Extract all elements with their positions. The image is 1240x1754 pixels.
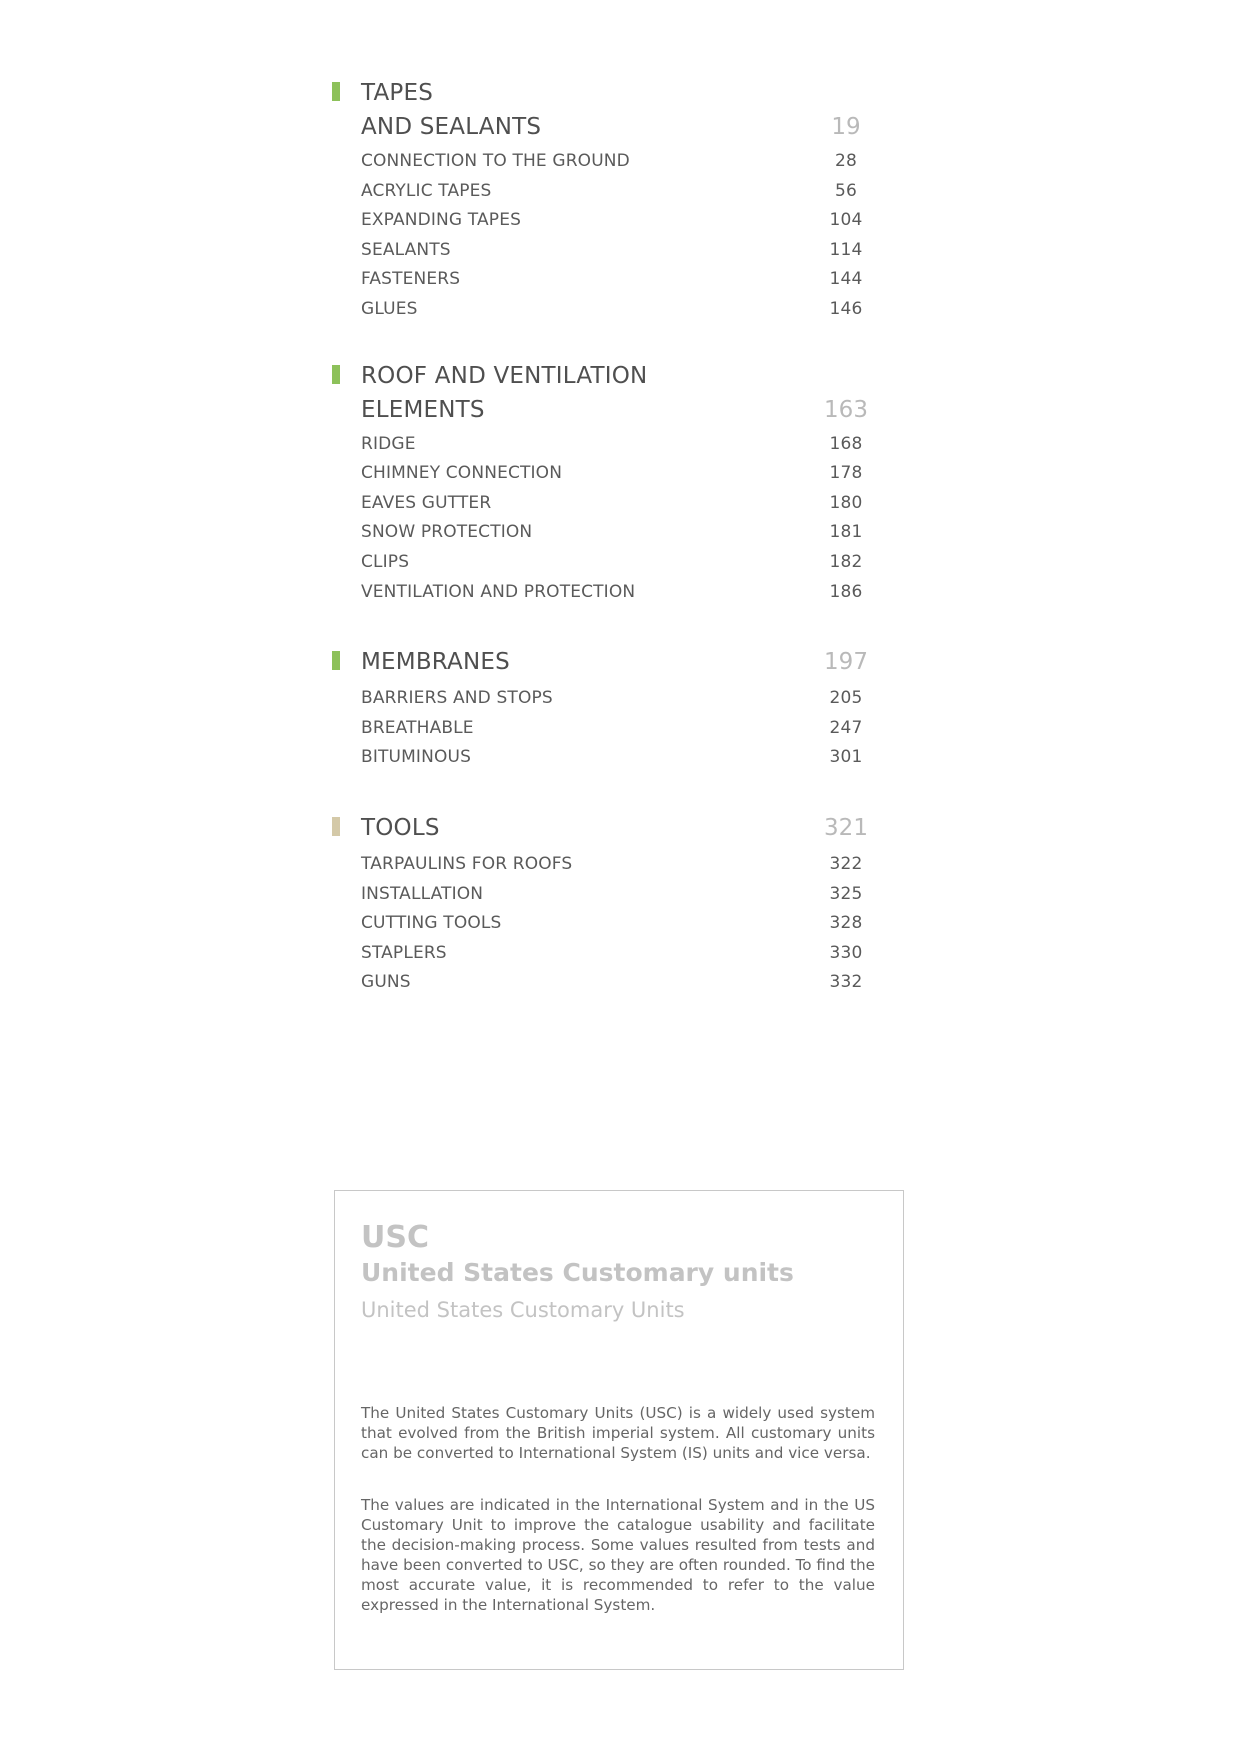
section-items — [334, 430, 876, 608]
toc-section-tools — [334, 811, 876, 998]
toc-item[interactable] — [334, 939, 876, 969]
toc-item[interactable] — [334, 236, 876, 266]
toc-item[interactable] — [334, 489, 876, 519]
item-label: BREATHABLE — [361, 717, 474, 738]
toc-item[interactable] — [334, 548, 876, 578]
section-marker — [332, 82, 340, 101]
item-label: CONNECTION TO THE GROUND — [361, 151, 630, 171]
section-items — [334, 684, 876, 773]
item-page-number: 146 — [829, 298, 863, 319]
item-label: FASTENERS — [361, 269, 461, 290]
usc-abbreviation: USC — [361, 1220, 429, 1255]
section-items — [334, 147, 876, 325]
table-of-contents — [334, 76, 876, 998]
item-label: BARRIERS AND STOPS — [361, 688, 553, 709]
section-page-number: 163 — [824, 396, 868, 423]
item-label: STAPLERS — [361, 942, 447, 963]
item-page-number: 332 — [829, 972, 863, 993]
toc-section-roof-and-ventilation-elements — [334, 359, 876, 608]
item-label: TARPAULINS FOR ROOFS — [361, 853, 573, 874]
item-page-number: 205 — [829, 688, 863, 709]
section-heading — [334, 645, 876, 679]
item-page-number: 178 — [829, 463, 863, 484]
toc-item[interactable] — [334, 147, 876, 177]
item-page-number: 181 — [829, 522, 863, 543]
toc-item[interactable] — [334, 578, 876, 608]
item-page-number: 104 — [829, 210, 863, 231]
toc-item[interactable] — [334, 206, 876, 236]
usc-info-box — [334, 1190, 904, 1670]
item-page-number: 301 — [829, 747, 863, 768]
section-title: ROOF AND VENTILATION ELEMENTS — [361, 362, 648, 423]
usc-subtitle: United States Customary Units — [361, 1298, 685, 1322]
toc-item[interactable] — [334, 684, 876, 714]
item-page-number: 56 — [835, 180, 857, 201]
item-page-number: 186 — [829, 581, 863, 602]
usc-paragraph: The United States Customary Units (USC) is a widely used system that evolved from the British imperial system. All customary units can be converted to International System (IS) units and vice versa. — [361, 1404, 875, 1462]
item-page-number: 28 — [835, 151, 857, 171]
item-label: ACRYLIC TAPES — [361, 180, 492, 201]
section-marker — [332, 365, 340, 384]
item-label: CHIMNEY CONNECTION — [361, 463, 563, 484]
item-label: VENTILATION AND PROTECTION — [361, 581, 636, 602]
item-label: EXPANDING TAPES — [361, 210, 522, 231]
section-title: MEMBRANES — [361, 649, 510, 676]
toc-item[interactable] — [334, 430, 876, 460]
section-items — [334, 850, 876, 998]
item-page-number: 247 — [829, 717, 863, 738]
item-page-number: 114 — [829, 239, 863, 260]
item-label: GLUES — [361, 298, 418, 319]
toc-item[interactable] — [334, 518, 876, 548]
item-label: EAVES GUTTER — [361, 492, 492, 513]
item-label: CLIPS — [361, 551, 410, 572]
item-label: BITUMINOUS — [361, 747, 472, 768]
item-page-number: 182 — [829, 551, 863, 572]
toc-item[interactable] — [334, 743, 876, 773]
toc-item[interactable] — [334, 968, 876, 998]
section-page-number: 321 — [824, 814, 868, 841]
item-page-number: 144 — [829, 269, 863, 290]
section-page-number: 19 — [831, 114, 861, 140]
usc-info-content — [361, 1221, 875, 1630]
item-label: GUNS — [361, 972, 411, 993]
toc-item[interactable] — [334, 880, 876, 910]
section-title: TOOLS — [361, 814, 440, 841]
toc-item[interactable] — [334, 295, 876, 325]
item-label: RIDGE — [361, 433, 416, 454]
usc-title: United States Customary units — [361, 1258, 794, 1287]
section-marker — [332, 651, 340, 670]
usc-paragraph: The values are indicated in the International System and in the US Customary Unit to improve the catalogue usability and facilitate the decision-making process. Some values resulted from tests and have been converted to USC, so they are often rounded. To find the most accurate value, it is recommended to refer to the value expressed in the International System. — [361, 1496, 875, 1614]
item-page-number: 325 — [829, 883, 863, 904]
section-heading — [334, 811, 876, 845]
item-page-number: 180 — [829, 492, 863, 513]
item-label: INSTALLATION — [361, 883, 484, 904]
item-page-number: 328 — [829, 913, 863, 934]
toc-section-tapes-and-sealants — [334, 76, 876, 325]
item-label: CUTTING TOOLS — [361, 913, 502, 934]
item-page-number: 330 — [829, 942, 863, 963]
toc-item[interactable] — [334, 850, 876, 880]
section-heading — [334, 76, 876, 144]
toc-section-membranes — [334, 645, 876, 773]
section-heading — [334, 359, 876, 427]
toc-item[interactable] — [334, 909, 876, 939]
section-marker — [332, 817, 340, 836]
item-page-number: 322 — [829, 853, 863, 874]
item-page-number: 168 — [829, 433, 863, 454]
item-label: SEALANTS — [361, 239, 451, 260]
item-label: SNOW PROTECTION — [361, 522, 533, 543]
section-page-number: 197 — [824, 649, 868, 676]
toc-item[interactable] — [334, 714, 876, 744]
toc-item[interactable] — [334, 177, 876, 207]
toc-item[interactable] — [334, 459, 876, 489]
section-title: TAPES AND SEALANTS — [361, 80, 542, 140]
toc-item[interactable] — [334, 265, 876, 295]
